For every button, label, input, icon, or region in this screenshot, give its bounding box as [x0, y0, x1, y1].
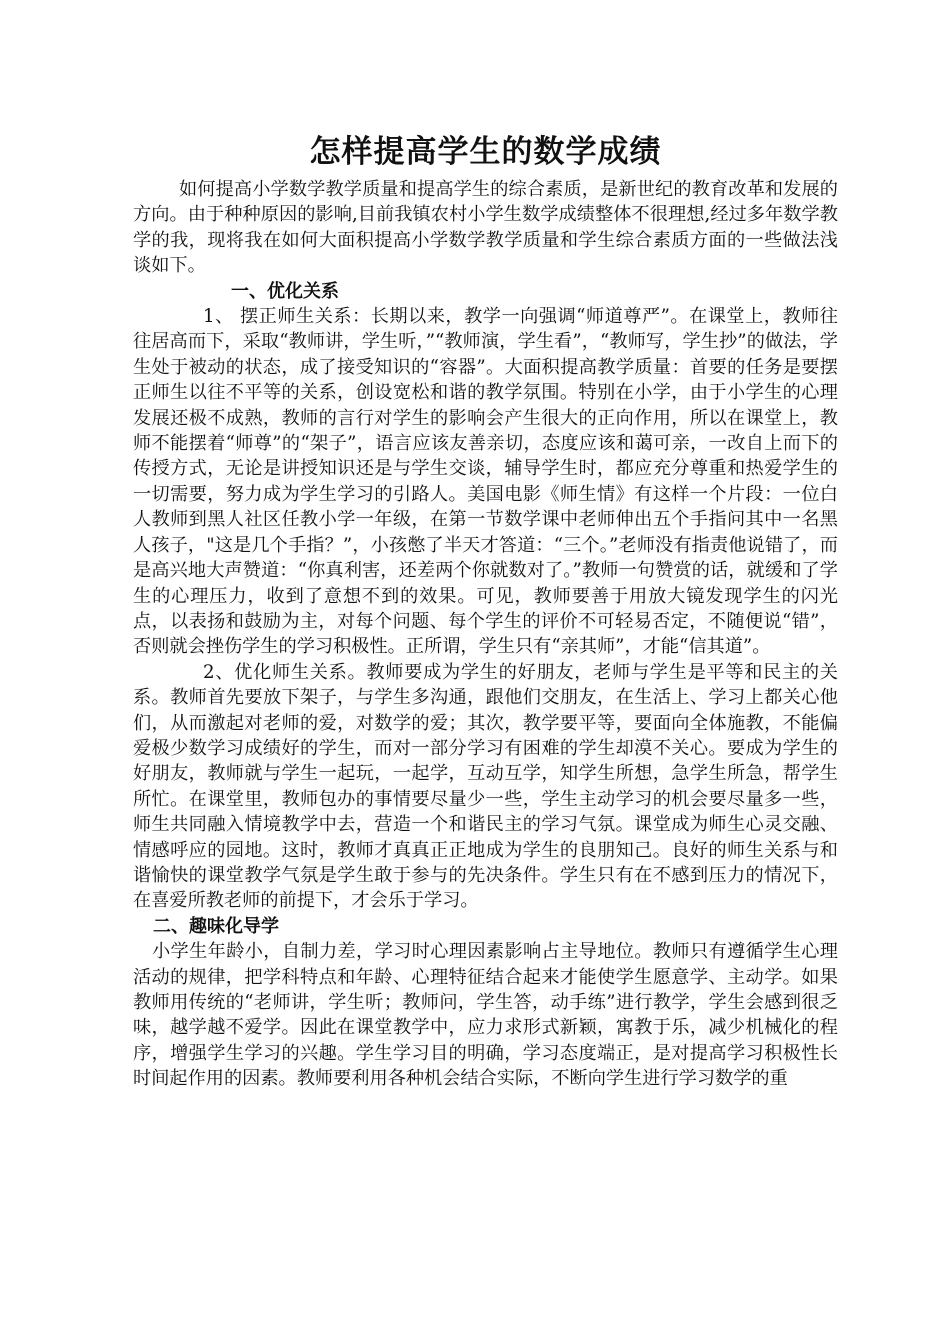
section-heading-1: 一、优化关系	[231, 280, 339, 302]
section1-paragraph-2: 2、优化师生关系。教师要成为学生的好朋友，老师与学生是平等和民主的关系。教师首先要放下架子，与学生多沟通，跟他们交朋友，在生活上、学习上都关心他们，从而激起对老师的爱，对数学的爱；其次，教学要平等，要面向全体施教，不能偏爱极少数学习成绩好的学生，而对一部分学习有困难的学生却漠不关心。要成为学生的好朋友，教师就与学生一起玩，一起学，互动互学，知学生所想，急学生所急，帮学生所忙。在课堂里，教师包办的事情要尽量少一些，学生主动学习的机会要尽量多一些，师生共同融入情境教学中去，营造一个和谐民主的学习气氛。课堂成为师生心灵交融、情感呼应的园地。这时，教师才真真正正地成为学生的良朋知己。良好的师生关系与和谐愉快的课堂教学气氛是学生敢于参与的先决条件。学生只有在不感到压力的情况下，在喜爱所教老师的前提下，才会乐于学习。	[133, 661, 838, 912]
page-title: 怎样提高学生的数学成绩	[309, 134, 662, 170]
section1-paragraph-1: 1、 摆正师生关系：长期以来，教学一向强调“师道尊严”。在课堂上，教师往往居高而下，采取“教师讲，学生听，”“教师演，学生看”，“教师写，学生抄”的做法，学生处于被动的状态，成了接受知识的“容器”。大面积提高教学质量：首要的任务是要摆正师生以往不平等的关系，创设宽松和谐的教学氛围。特别在小学，由于小学生的心理发展还极不成熟，教师的言行对学生的影响会产生很大的正向作用，所以在课堂上，教师不能摆着“师尊”的“架子”，语言应该友善亲切，态度应该和蔼可亲，一改自上而下的传授方式，无论是讲授知识还是与学生交谈，辅导学生时，都应充分尊重和热爱学生的一切需要，努力成为学生学习的引路人。美国电影《师生情》有这样一个片段：一位白人教师到黑人社区任教小学一年级，在第一节数学课中老师伸出五个手指问其中一名黑人孩子，"这是几个手指？”，小孩憋了半天才答道：“三个。”老师没有指责他说错了，而是高兴地大声赞道：“你真利害，还差两个你就数对了。”教师一句赞赏的话，就缓和了学生的心理压力，收到了意想不到的效果。可见，教师要善于用放大镜发现学生的闪光点，以表扬和鼓励为主，对每个问题、每个学生的评价不可轻易否定，不随便说“错”，否则就会挫伤学生的学习积极性。正所谓，学生只有“亲其师”，才能“信其道”。	[133, 306, 838, 658]
document-body	[133, 129, 838, 1092]
section-heading-2: 二、趣味化导学	[153, 915, 279, 937]
intro-paragraph: 如何提高小学数学教学质量和提高学生的综合素质，是新世纪的教育改革和发展的方向。由于种种原因的影响,目前我镇农村小学生数学成绩整体不很理想,经过多年数学教学的我，现将我在如何大面积提高小学数学教学质量和学生综合素质方面的一些做法浅谈如下。	[133, 179, 838, 277]
section2-paragraph-1: 小学生年龄小，自制力差，学习时心理因素影响占主导地位。教师只有遵循学生心理活动的规律，把学科特点和年龄、心理特征结合起来才能使学生愿意学、主动学。如果教师用传统的“老师讲，学生听；教师问，学生答，动手练”进行教学，学生会感到很乏味，越学越不爱学。因此在课堂教学中，应力求形式新颖，寓教于乐，减少机械化的程序，增强学生学习的兴趣。学生学习目的明确，学习态度端正，是对提高学习积极性长时间起作用的因素。教师要利用各种机会结合实际，不断向学生进行学习数学的重	[133, 941, 838, 1090]
